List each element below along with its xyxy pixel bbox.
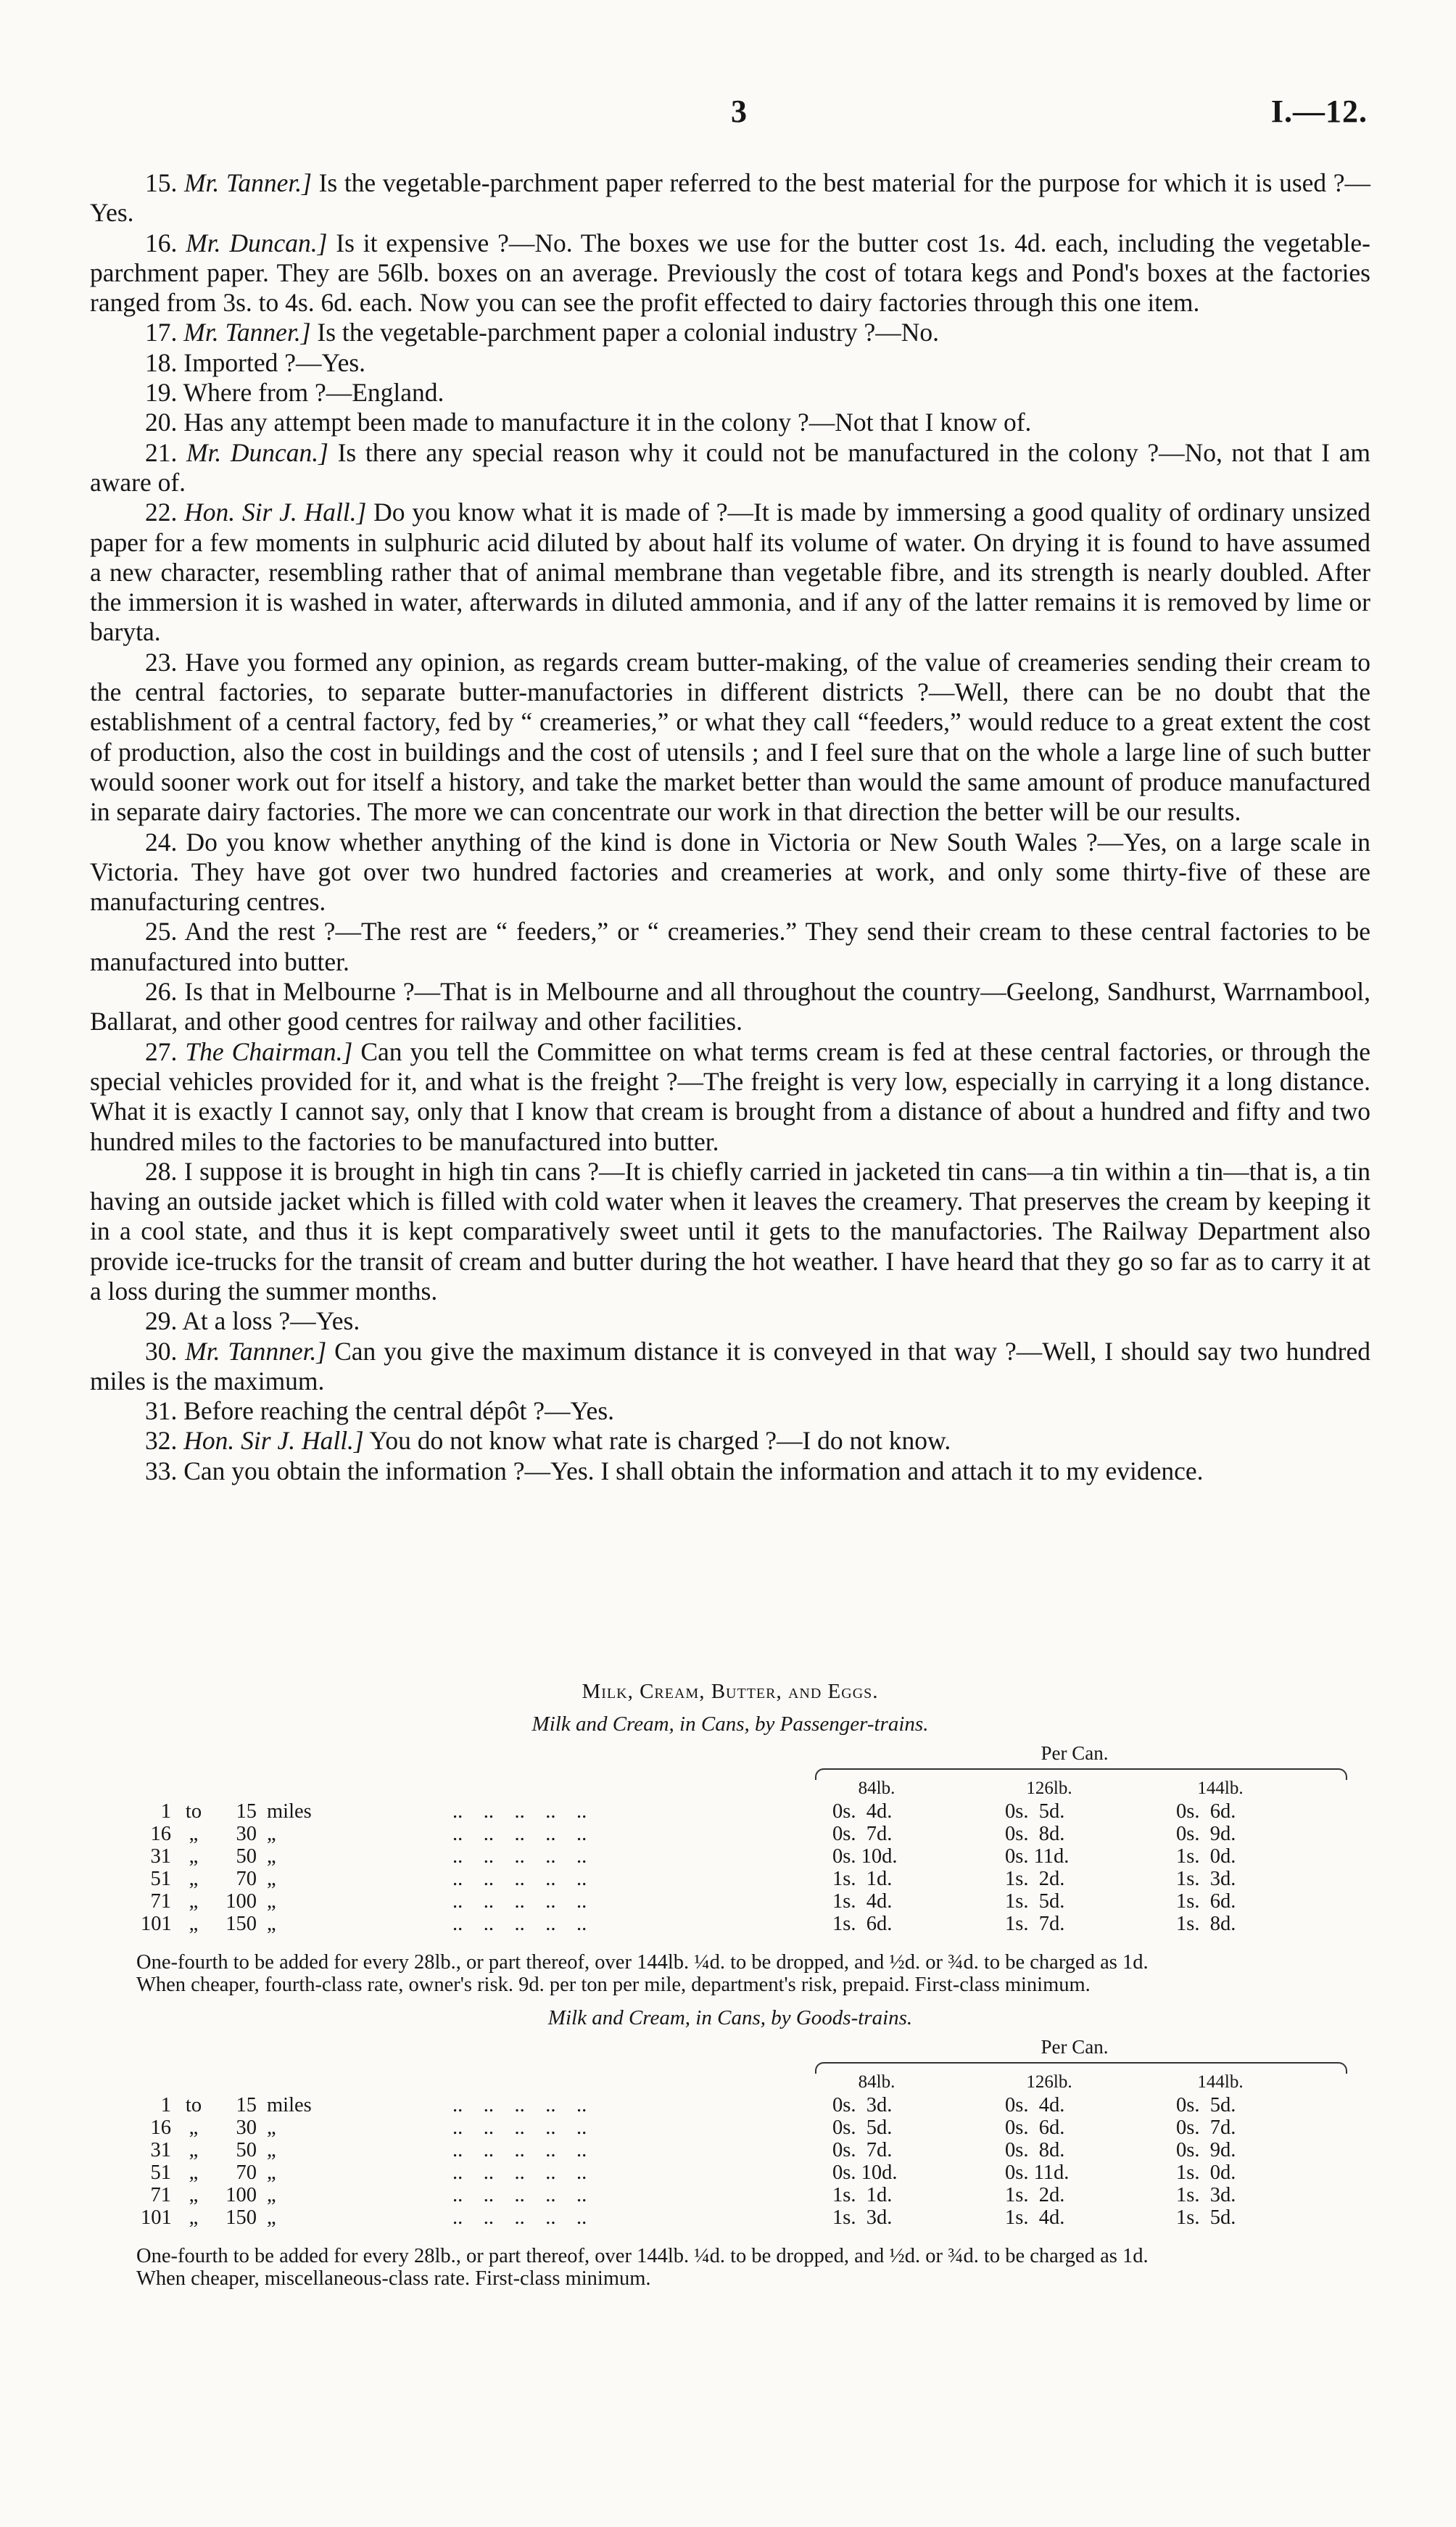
distance-separator: to xyxy=(185,2094,202,2116)
distance-separator: „ xyxy=(189,2206,199,2229)
rate-row xyxy=(90,1890,1370,1913)
rate-value: 1s. 2d. xyxy=(1005,1868,1065,1890)
weight-column-header: 144lb. xyxy=(1197,2072,1244,2092)
rate-row xyxy=(90,1913,1370,1935)
distance-from: 51 xyxy=(150,2161,171,2184)
evidence-paragraph xyxy=(90,318,1370,347)
rate-value: 0s. 8d. xyxy=(1005,2139,1065,2161)
rate-value: 1s. 1d. xyxy=(832,2184,893,2206)
paragraph-text: Do you know whether anything of the kind is done in Victoria or New South Wales ?—Yes, on a large scale in Victoria. They have got over two hundred factories and creameries at work, and only some thirty-five of these are manufacturing centres. xyxy=(90,827,1371,917)
distance-from: 101 xyxy=(141,2206,172,2229)
per-can-label: Per Can. xyxy=(1041,1742,1109,1764)
distance-separator: „ xyxy=(189,1845,199,1868)
leader-dots: .. .. .. .. .. xyxy=(452,1890,587,1913)
distance-to: 30 xyxy=(236,1823,257,1845)
passenger-notes xyxy=(90,1951,1370,1996)
leader-dots: .. .. .. .. .. xyxy=(452,1800,587,1823)
question-number: 18. xyxy=(145,347,178,377)
paragraph-text: Is that in Melbourne ?—That is in Melbourne and all throughout the country—Geelong, Sandhurst, Warrnambool, Ballarat, and other good centres for railway and other facilities. xyxy=(90,977,1370,1036)
rate-row xyxy=(90,1868,1370,1890)
passenger-rate-table xyxy=(90,1736,1370,1947)
distance-unit: „ xyxy=(267,2116,276,2139)
distance-unit: „ xyxy=(267,1890,276,1913)
weight-column-header: 126lb. xyxy=(1026,2072,1072,2092)
weight-column-header: 84lb. xyxy=(858,2072,895,2092)
paragraph-text: At a loss ?—Yes. xyxy=(182,1306,360,1336)
leader-dots: .. .. .. .. .. xyxy=(452,1823,587,1845)
paragraph-text: Is the vegetable-parchment paper a colonial industry ?—No. xyxy=(310,318,939,347)
question-number: 30. xyxy=(145,1336,178,1366)
rate-row xyxy=(90,2116,1370,2139)
leader-dots: .. .. .. .. .. xyxy=(452,2094,587,2116)
paragraph-text: Can you tell the Committee on what terms cream is fed at these central factories, or through the special vehicles provided for it, and what is the freight ?—The freight is very low, especially in carrying it a long distance. What it is exactly I cannot say, only that I know that cream is brought from a distance of about a hundred and fifty and two hundred miles to the factories to be manufactured into butter. xyxy=(90,1036,1371,1156)
paragraph-text: Is the vegetable-parchment paper referred to the best material for the purpose for which it is used ?—Yes. xyxy=(90,168,1371,228)
question-number: 17. xyxy=(145,318,178,347)
paragraph-text: Where from ?—England. xyxy=(183,378,444,408)
rate-value: 1s. 5d. xyxy=(1005,1890,1065,1913)
evidence-paragraph xyxy=(90,168,1370,228)
goods-notes xyxy=(90,2245,1370,2290)
distance-to: 15 xyxy=(236,2094,257,2116)
rate-value: 1s. 6d. xyxy=(1176,1890,1236,1913)
evidence-paragraph xyxy=(90,917,1370,977)
paragraph-text: Can you obtain the information ?—Yes. I shall obtain the information and attach it to my evidence. xyxy=(183,1456,1204,1485)
rate-row xyxy=(90,2094,1370,2116)
distance-from: 31 xyxy=(150,2139,171,2161)
distance-to: 30 xyxy=(236,2116,257,2139)
goods-note: When cheaper, miscellaneous-class rate. First-class minimum. xyxy=(136,2267,651,2290)
question-number: 21. xyxy=(145,437,178,467)
rate-value: 0s. 10d. xyxy=(832,2161,898,2184)
passenger-note: One-fourth to be added for every 28lb., or part thereof, over 144lb. ¼d. to be dropped, and ½d. or ¾d. to be charged as 1d. xyxy=(136,1951,1149,1974)
distance-to: 50 xyxy=(236,2139,257,2161)
distance-unit: „ xyxy=(267,2139,276,2161)
paragraph-text: Before reaching the central dépôt ?—Yes. xyxy=(183,1396,615,1426)
rate-value: 0s. 3d. xyxy=(832,2094,893,2116)
distance-unit: „ xyxy=(267,1868,276,1890)
distance-unit: „ xyxy=(267,1845,276,1868)
paragraph-text: Have you formed any opinion, as regards cream butter-making, of the value of creameries sending their cream to the central factories, to separate butter-manufactories in different districts ?—Well, there can be no doubt that the establishment of a central factory, fed by “ creameries,” or what they call “feeders,” would reduce to a great extent the cost of production, also the cost in buildings and the cost of utensils ; and I feel sure that on the whole a large line of such butter would sooner work out for itself a history, and take the market better than would the same amount of produce manufactured in separate dairy factories. The more we can concentrate our work in that direction the better will be our results. xyxy=(90,647,1370,827)
speaker: Mr. Tannner.] xyxy=(185,1336,327,1366)
leader-dots: .. .. .. .. .. xyxy=(452,2184,587,2206)
goods-table-title: Milk and Cream, in Cans, by Goods-trains. xyxy=(547,2006,913,2029)
distance-unit: „ xyxy=(267,1823,276,1845)
distance-separator: „ xyxy=(189,1913,199,1935)
evidence-paragraphs xyxy=(90,168,1370,1486)
rate-value: 1s. 8d. xyxy=(1176,1913,1236,1935)
leader-dots: .. .. .. .. .. xyxy=(452,1868,587,1890)
rate-value: 0s. 5d. xyxy=(1176,2094,1236,2116)
rate-row xyxy=(90,1845,1370,1868)
evidence-paragraph xyxy=(90,408,1370,437)
question-number: 32. xyxy=(145,1426,178,1456)
rate-value: 0s. 5d. xyxy=(832,2116,893,2139)
question-number: 29. xyxy=(145,1306,178,1336)
rate-value: 1s. 3d. xyxy=(1176,1868,1236,1890)
rate-value: 1s. 5d. xyxy=(1176,2206,1236,2229)
rate-value: 0s. 7d. xyxy=(832,1823,893,1845)
rate-value: 1s. 3d. xyxy=(832,2206,893,2229)
evidence-paragraph xyxy=(90,1157,1370,1306)
document-reference: I.—12. xyxy=(1270,94,1368,129)
rate-value: 1s. 7d. xyxy=(1005,1913,1065,1935)
distance-to: 100 xyxy=(226,2184,257,2206)
question-number: 27. xyxy=(145,1036,178,1066)
passenger-table-title: Milk and Cream, in Cans, by Passenger-trains. xyxy=(531,1712,929,1736)
rate-value: 0s. 11d. xyxy=(1005,1845,1070,1868)
weight-column-header: 144lb. xyxy=(1197,1778,1244,1798)
rates-section xyxy=(90,1680,1370,2290)
question-number: 24. xyxy=(145,827,178,857)
question-number: 15. xyxy=(145,168,178,197)
evidence-paragraph xyxy=(90,1037,1370,1157)
evidence-paragraph xyxy=(90,1456,1370,1486)
distance-from: 16 xyxy=(150,2116,171,2139)
evidence-paragraph xyxy=(90,977,1370,1037)
weight-column-header: 84lb. xyxy=(858,1778,895,1798)
speaker: Mr. Tanner.] xyxy=(183,318,311,347)
leader-dots: .. .. .. .. .. xyxy=(452,1845,587,1868)
rate-value: 1s. 0d. xyxy=(1176,2161,1236,2184)
rate-value: 0s. 10d. xyxy=(832,1845,898,1868)
distance-to: 150 xyxy=(226,1913,257,1935)
passenger-note: When cheaper, fourth-class rate, owner's risk. 9d. per ton per mile, department's risk, prepaid. First-class minimum. xyxy=(136,1974,1091,1996)
distance-from: 1 xyxy=(160,2094,171,2116)
rate-value: 0s. 5d. xyxy=(1005,1800,1065,1823)
leader-dots: .. .. .. .. .. xyxy=(452,2116,587,2139)
paragraph-text: Has any attempt been made to manufacture it in the colony ?—Not that I know of. xyxy=(183,408,1032,437)
distance-from: 1 xyxy=(160,1800,171,1823)
evidence-paragraph xyxy=(90,498,1370,647)
distance-to: 70 xyxy=(236,1868,257,1890)
paragraph-text: Is it expensive ?—No. The boxes we use for the butter cost 1s. 4d. each, including the vegetable-parchment paper. They are 56lb. boxes on an average. Previously the cost of totara kegs and Pond's boxes at the factories ranged from 3s. to 4s. 6d. each. Now you can see the profit effected to dairy factories through this one item. xyxy=(90,228,1370,318)
rate-value: 1s. 0d. xyxy=(1176,1845,1236,1868)
distance-separator: „ xyxy=(189,1823,199,1845)
question-number: 22. xyxy=(145,498,178,527)
evidence-paragraph xyxy=(90,438,1370,498)
distance-from: 101 xyxy=(141,1913,172,1935)
rate-value: 0s. 7d. xyxy=(1176,2116,1236,2139)
leader-dots: .. .. .. .. .. xyxy=(452,1913,587,1935)
distance-unit: miles xyxy=(267,2094,312,2116)
weight-column-header: 126lb. xyxy=(1026,1778,1072,1798)
question-number: 25. xyxy=(145,917,178,947)
rate-value: 1s. 6d. xyxy=(832,1913,893,1935)
question-number: 19. xyxy=(145,378,178,408)
distance-to: 150 xyxy=(226,2206,257,2229)
speaker: Mr. Tanner.] xyxy=(183,168,312,197)
distance-to: 15 xyxy=(236,1800,257,1823)
rate-row xyxy=(90,2184,1370,2206)
rate-value: 0s. 4d. xyxy=(1005,2094,1065,2116)
distance-separator: to xyxy=(185,1800,202,1823)
rate-value: 0s. 7d. xyxy=(832,2139,893,2161)
leader-dots: .. .. .. .. .. xyxy=(452,2206,587,2229)
evidence-paragraph xyxy=(90,648,1370,828)
distance-separator: „ xyxy=(189,2184,199,2206)
distance-from: 71 xyxy=(150,2184,171,2206)
rate-value: 0s. 9d. xyxy=(1176,1823,1236,1845)
distance-from: 31 xyxy=(150,1845,171,1868)
speaker: Mr. Duncan.] xyxy=(186,437,328,467)
distance-to: 70 xyxy=(236,2161,257,2184)
paragraph-text: Is there any special reason why it could not be manufactured in the colony ?—No, not that I am aware of. xyxy=(90,437,1371,497)
leader-dots: .. .. .. .. .. xyxy=(452,2161,587,2184)
distance-unit: „ xyxy=(267,1913,276,1935)
goods-rate-table xyxy=(90,2030,1370,2241)
rate-row xyxy=(90,2139,1370,2161)
question-number: 28. xyxy=(145,1156,178,1186)
speaker: Hon. Sir J. Hall.] xyxy=(183,1426,364,1456)
question-number: 23. xyxy=(145,647,178,677)
distance-separator: „ xyxy=(189,1890,199,1913)
distance-unit: „ xyxy=(267,2184,276,2206)
rate-row xyxy=(90,1823,1370,1845)
paragraph-text: You do not know what rate is charged ?—I do not know. xyxy=(363,1426,951,1456)
paragraph-text: And the rest ?—The rest are “ feeders,” or “ creameries.” They send their cream to these central factories to be manufactured into butter. xyxy=(90,917,1370,976)
rate-value: 1s. 3d. xyxy=(1176,2184,1236,2206)
evidence-paragraph xyxy=(90,228,1370,318)
rate-value: 0s. 4d. xyxy=(832,1800,893,1823)
rate-value: 0s. 8d. xyxy=(1005,1823,1065,1845)
rate-value: 1s. 4d. xyxy=(1005,2206,1065,2229)
goods-note: One-fourth to be added for every 28lb., or part thereof, over 144lb. ¼d. to be dropped, and ½d. or ¾d. to be charged as 1d. xyxy=(136,2245,1149,2267)
evidence-paragraph xyxy=(90,1396,1370,1426)
distance-from: 71 xyxy=(150,1890,171,1913)
distance-separator: „ xyxy=(189,1868,199,1890)
distance-unit: „ xyxy=(267,2161,276,2184)
speaker: Mr. Duncan.] xyxy=(186,228,328,257)
evidence-paragraph xyxy=(90,1306,1370,1336)
rate-value: 0s. 6d. xyxy=(1005,2116,1065,2139)
distance-from: 16 xyxy=(150,1823,171,1845)
rate-row xyxy=(90,1800,1370,1823)
rate-value: 0s. 9d. xyxy=(1176,2139,1236,2161)
distance-unit: miles xyxy=(267,1800,312,1823)
paragraph-text: Can you give the maximum distance it is conveyed in that way ?—Well, I should say two hundred miles is the maximum. xyxy=(90,1336,1370,1396)
evidence-paragraph xyxy=(90,828,1370,918)
speaker: The Chairman.] xyxy=(185,1036,353,1066)
rate-row xyxy=(90,2161,1370,2184)
rate-value: 1s. 4d. xyxy=(832,1890,893,1913)
leader-dots: .. .. .. .. .. xyxy=(452,2139,587,2161)
rate-row xyxy=(90,2206,1370,2229)
rates-section-title: Milk, Cream, Butter, and Eggs. xyxy=(582,1680,879,1703)
speaker: Hon. Sir J. Hall.] xyxy=(184,498,367,527)
rate-value: 1s. 2d. xyxy=(1005,2184,1065,2206)
question-number: 16. xyxy=(145,228,178,257)
page-number: 3 xyxy=(731,94,747,129)
question-number: 31. xyxy=(145,1396,178,1426)
evidence-paragraph xyxy=(90,378,1370,408)
paragraph-text: Do you know what it is made of ?—It is made by immersing a good quality of ordinary unsized paper for a few moments in sulphuric acid diluted by about half its volume of water. On drying it is found to have assumed a new character, resembling rather that of animal membrane than vegetable fibre, and its strength is nearly doubled. After the immersion it is washed in water, afterwards in diluted ammonia, and if any of the latter remains it is removed by lime or baryta. xyxy=(90,498,1371,647)
paragraph-text: I suppose it is brought in high tin cans ?—It is chiefly carried in jacketed tin cans—a tin within a tin—that is, a tin having an outside jacket which is filled with cold water when it leaves the creamery. That preserves the cream by keeping it in a cool state, and thus it is kept comparatively sweet until it gets to the manufactories. The Railway Department also provide ice-trucks for the transit of cream and butter during the hot weather. I have heard that they go so far as to carry it at a loss during the summer months. xyxy=(90,1156,1371,1306)
distance-separator: „ xyxy=(189,2116,199,2139)
paragraph-text: Imported ?—Yes. xyxy=(183,347,366,377)
evidence-paragraph xyxy=(90,1426,1370,1456)
distance-unit: „ xyxy=(267,2206,276,2229)
rate-value: 0s. 6d. xyxy=(1176,1800,1236,1823)
question-number: 26. xyxy=(145,977,178,1007)
distance-from: 51 xyxy=(150,1868,171,1890)
rate-value: 1s. 1d. xyxy=(832,1868,893,1890)
distance-to: 100 xyxy=(226,1890,257,1913)
distance-to: 50 xyxy=(236,1845,257,1868)
distance-separator: „ xyxy=(189,2161,199,2184)
evidence-paragraph xyxy=(90,1337,1370,1397)
distance-separator: „ xyxy=(189,2139,199,2161)
rate-value: 0s. 11d. xyxy=(1005,2161,1070,2184)
evidence-paragraph xyxy=(90,348,1370,378)
question-number: 20. xyxy=(145,408,178,437)
question-number: 33. xyxy=(145,1456,178,1485)
per-can-label: Per Can. xyxy=(1041,2036,1109,2058)
